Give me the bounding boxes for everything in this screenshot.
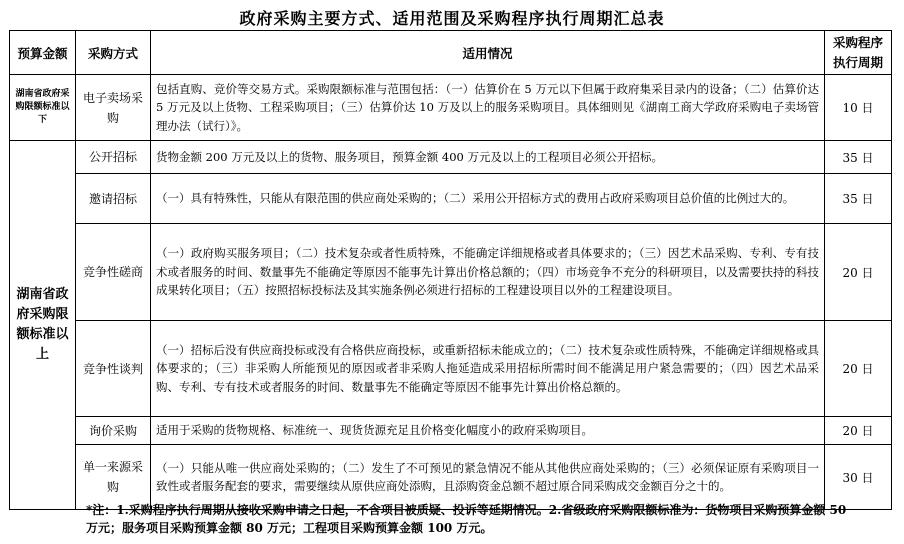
period-cell: 20 日 <box>825 417 892 445</box>
footnote: *注：1.采购程序执行周期从接收采购申请之日起，不含项目被质疑、投诉等延期情况。2.省级政府采购限额标准为：货物项目采购预算金额 50 万元；服务项目采购预算金额 80 万元；工程项目采购预算金额 100 万元。 <box>86 503 847 535</box>
period-cell: 10 日 <box>825 75 892 141</box>
period-cell: 35 日 <box>825 141 892 174</box>
header-method: 采购方式 <box>76 31 151 75</box>
header-amount: 预算金额 <box>10 31 76 75</box>
scope-cell: 包括直购、竞价等交易方式。采购限额标准与范围包括：（一）估算价在 5 万元以下但属于政府集采目录内的设备；（二）估算价达 5 万元及以上货物、工程采购项目；（三）估算价达 10 万及以上的服务采购项目。具体细则见《湖南工商大学政府采购电子卖场管理办法（试行）》。 <box>151 75 825 141</box>
method-cell: 邀请招标 <box>76 174 151 224</box>
amount-above-limit: 湖南省政府采购限额标准以上 <box>10 141 76 510</box>
scope-cell: （一）只能从唯一供应商处采购的；（二）发生了不可预见的紧急情况不能从其他供应商处采购的；（三）必须保证原有采购项目一致性或者服务配套的要求，需要继续从原供应商处添购，且添购资金总额不超过原合同采购成交金额百分之十的。 <box>151 445 825 510</box>
page-title: 政府采购主要方式、适用范围及采购程序执行周期汇总表 <box>239 9 665 28</box>
table-row <box>10 174 892 224</box>
method-cell: 公开招标 <box>76 141 151 174</box>
scope-cell: （一）具有特殊性，只能从有限范围的供应商处采购的；（二）采用公开招标方式的费用占政府采购项目总价值的比例过大的。 <box>151 174 825 224</box>
procurement-table <box>9 30 892 510</box>
method-cell: 竞争性磋商 <box>76 224 151 321</box>
scope-cell: 适用于采购的货物规格、标准统一、现货货源充足且价格变化幅度小的政府采购项目。 <box>151 417 825 445</box>
header-scope: 适用情况 <box>151 31 825 75</box>
method-cell: 竞争性谈判 <box>76 321 151 417</box>
table-row <box>10 75 892 141</box>
table-row <box>10 224 892 321</box>
amount-below-limit: 湖南省政府采购限额标准以下 <box>10 75 76 141</box>
header-period: 采购程序执行周期 <box>825 31 892 75</box>
period-cell: 20 日 <box>825 224 892 321</box>
method-cell: 电子卖场采购 <box>76 75 151 141</box>
scope-cell: 货物金额 200 万元及以上的货物、服务项目，预算金额 400 万元及以上的工程项目必须公开招标。 <box>151 141 825 174</box>
method-cell: 询价采购 <box>76 417 151 445</box>
table-row <box>10 321 892 417</box>
table-row <box>10 445 892 510</box>
scope-cell: （一）招标后没有供应商投标或没有合格供应商投标，或重新招标未能成立的；（二）技术复杂或性质特殊，不能确定详细规格或具体要求的；（三）非采购人所能预见的原因或者非采购人拖延造成采用招标所需时间不能满足用户紧急需要的；（四）因艺术品采购、专利、专有技术或者服务的时间、数量事先不能确定等原因不能事先计算出价格总额的。 <box>151 321 825 417</box>
scope-cell: （一）政府购买服务项目；（二）技术复杂或者性质特殊，不能确定详细规格或者具体要求的；（三）因艺术品采购、专利、专有技术或者服务的时间、数量事先不能确定等原因不能事先计算出价格总额的；（四）市场竞争不充分的科研项目，以及需要扶持的科技成果转化项目；（五）按照招标投标法及其实施条例必须进行招标的工程建设项目以外的工程建设项目。 <box>151 224 825 321</box>
period-cell: 30 日 <box>825 445 892 510</box>
table-row <box>10 141 892 174</box>
table-row <box>10 417 892 445</box>
method-cell: 单一来源采购 <box>76 445 151 510</box>
period-cell: 20 日 <box>825 321 892 417</box>
header-row <box>10 31 892 75</box>
period-cell: 35 日 <box>825 174 892 224</box>
